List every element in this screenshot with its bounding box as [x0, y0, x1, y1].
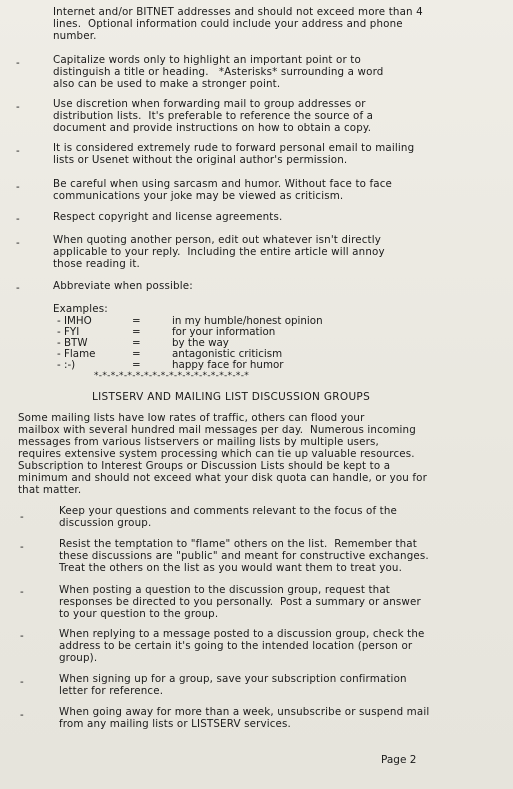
bullet-dash: - [20, 511, 24, 523]
list-item-line: distribution lists. It's preferable to reference the source of a [53, 110, 374, 122]
abbreviation-definition: for your information [172, 326, 276, 338]
top-paragraph-line: number. [53, 30, 97, 42]
top-paragraph-line: Internet and/or BITNET addresses and should not exceed more than 4 [53, 6, 423, 18]
bullet-dash: - [16, 237, 20, 249]
list-item-line: Resist the temptation to "flame" others on the list. Remember that [59, 538, 417, 550]
bullet-dash: - [20, 709, 24, 721]
list-item-line: group). [59, 652, 98, 664]
list-item-line: address to be certain it's going to the intended location (person or [59, 640, 413, 652]
equals-sign: = [132, 348, 141, 360]
bullet-dash: - [20, 541, 24, 553]
top-paragraph-line: lines. Optional information could include your address and phone [53, 18, 403, 30]
list-item-line: distinguish a title or heading. *Asterisks* surrounding a word [53, 66, 384, 78]
list-item-line: Be careful when using sarcasm and humor. Without face to face [53, 178, 393, 190]
intro-paragraph-line: Subscription to Interest Groups or Discussion Lists should be kept to a [18, 460, 391, 472]
equals-sign: = [132, 337, 141, 349]
list-item-line: When quoting another person, edit out whatever isn't directly [53, 234, 381, 246]
asterisk-divider: *-*-*-*-*-*-*-*-*-*-*-*-*-*-*-*-*-*-* [94, 371, 250, 381]
examples-label: Examples: [53, 303, 108, 315]
list-item-line: When going away for more than a week, unsubscribe or suspend mail [59, 706, 430, 718]
list-item-line: When posting a question to the discussion group, request that [59, 584, 390, 596]
list-item-line: applicable to your reply. Including the entire article will annoy [53, 246, 385, 258]
list-item-line: responses be directed to you personally. Post a summary or answer [59, 596, 421, 608]
abbreviation-definition: happy face for humor [172, 359, 284, 371]
list-item-line: communications your joke may be viewed as criticism. [53, 190, 344, 202]
list-item-line: those reading it. [53, 258, 140, 270]
list-item-line: document and provide instructions on how to obtain a copy. [53, 122, 372, 134]
list-item-line: When replying to a message posted to a discussion group, check the [59, 628, 425, 640]
list-item-line: lists or Usenet without the original author's permission. [53, 154, 348, 166]
intro-paragraph-line: that matter. [18, 484, 82, 496]
bullet-dash: - [16, 181, 20, 193]
list-item-line: When signing up for a group, save your subscription confirmation [59, 673, 407, 685]
equals-sign: = [132, 326, 141, 338]
abbreviation-term: - Flame [57, 348, 96, 360]
abbreviation-definition: by the way [172, 337, 229, 349]
bullet-dash: - [20, 586, 24, 598]
abbreviation-definition: antagonistic criticism [172, 348, 283, 360]
bullet-dash: - [20, 676, 24, 688]
abbreviation-term: - IMHO [57, 315, 92, 327]
list-item-line: discussion group. [59, 517, 152, 529]
bullet-dash: - [16, 57, 20, 69]
section-heading: LISTSERV AND MAILING LIST DISCUSSION GROUPS [92, 391, 371, 403]
intro-paragraph-line: minimum and should not exceed what your disk quota can handle, or you for [18, 472, 428, 484]
bullet-dash: - [16, 213, 20, 225]
bullet-dash: - [16, 145, 20, 157]
equals-sign: = [132, 359, 141, 371]
list-item-line: Respect copyright and license agreements. [53, 211, 283, 223]
list-item-line: from any mailing lists or LISTSERV services. [59, 718, 291, 730]
abbreviation-term: - :-) [57, 359, 76, 371]
intro-paragraph-line: Some mailing lists have low rates of traffic, others can flood your [18, 412, 365, 424]
intro-paragraph-line: requires extensive system processing which can tie up valuable resources. [18, 448, 415, 460]
page-number: Page 2 [381, 754, 417, 766]
equals-sign: = [132, 315, 141, 327]
list-item-line: also can be used to make a stronger point. [53, 78, 281, 90]
list-item-line: It is considered extremely rude to forward personal email to mailing [53, 142, 415, 154]
intro-paragraph-line: messages from various listservers or mailing lists by multiple users, [18, 436, 379, 448]
list-item-line: letter for reference. [59, 685, 164, 697]
abbreviation-term: - BTW [57, 337, 88, 349]
list-item-line: these discussions are "public" and meant for constructive exchanges. [59, 550, 429, 562]
list-item-line: Keep your questions and comments relevant to the focus of the [59, 505, 398, 517]
list-item-line: Use discretion when forwarding mail to group addresses or [53, 98, 366, 110]
list-item-line: to your question to the group. [59, 608, 219, 620]
abbreviation-term: - FYI [57, 326, 80, 338]
list-item-line: Capitalize words only to highlight an important point or to [53, 54, 361, 66]
list-item-line: Abbreviate when possible: [53, 280, 193, 292]
bullet-dash: - [20, 630, 24, 642]
abbreviation-definition: in my humble/honest opinion [172, 315, 323, 327]
intro-paragraph-line: mailbox with several hundred mail messages per day. Numerous incoming [18, 424, 416, 436]
list-item-line: Treat the others on the list as you would want them to treat you. [59, 562, 403, 574]
bullet-dash: - [16, 101, 20, 113]
bullet-dash: - [16, 282, 20, 294]
